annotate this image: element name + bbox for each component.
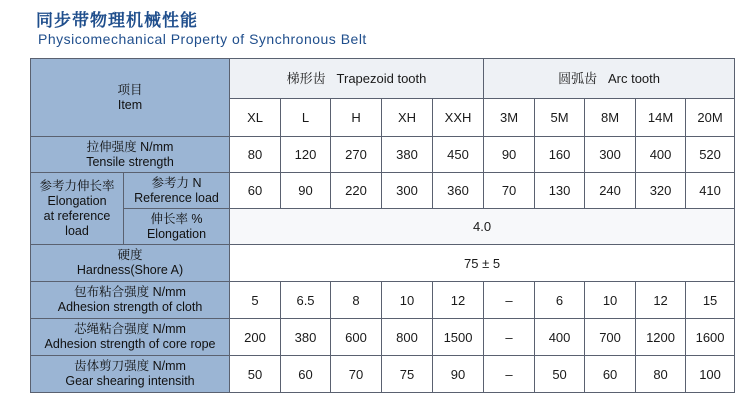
column-header: L [281, 99, 331, 137]
row-label-shearing: 齿体剪刀强度 N/mm Gear shearing intensith [31, 356, 230, 393]
table-row-reference-load [31, 173, 735, 209]
table-cell: 410 [686, 173, 735, 209]
table-cell-merged: 75 ± 5 [230, 245, 735, 282]
table-cell: 1200 [636, 319, 686, 356]
table-cell: 50 [230, 356, 281, 393]
table-cell: 80 [230, 137, 281, 173]
row-label-tensile: 拉伸强度 N/mm Tensile strength [31, 137, 230, 173]
table-cell: 10 [382, 282, 433, 319]
table-cell: 6.5 [281, 282, 331, 319]
table-cell: 75 [382, 356, 433, 393]
table-cell: 120 [281, 137, 331, 173]
table-cell: 220 [331, 173, 382, 209]
table-cell: – [484, 319, 535, 356]
column-header: 3M [484, 99, 535, 137]
table-cell: 50 [535, 356, 585, 393]
item-header: 项目 Item [31, 59, 230, 137]
table-cell: 60 [230, 173, 281, 209]
table-cell-merged: 4.0 [230, 209, 735, 245]
table-cell: 200 [230, 319, 281, 356]
table-row-adhesion-cloth [31, 282, 735, 319]
table-cell: 240 [585, 173, 636, 209]
table-cell: 130 [535, 173, 585, 209]
table-cell: 380 [382, 137, 433, 173]
page-title-en: Physicomechanical Property of Synchronous Belt [38, 31, 367, 47]
row-label-reference-load: 参考力 N Reference load [124, 173, 230, 209]
table-cell: 450 [433, 137, 484, 173]
group-header-arc: 圆弧齿 Arc tooth [484, 59, 735, 99]
column-header: XH [382, 99, 433, 137]
table-cell: 300 [585, 137, 636, 173]
table-cell: 360 [433, 173, 484, 209]
table-cell: 70 [331, 356, 382, 393]
row-label-adhesion-cloth: 包布粘合强度 N/mm Adhesion strength of cloth [31, 282, 230, 319]
table-cell: 300 [382, 173, 433, 209]
row-label-elongation-rate: 伸长率 % Elongation [124, 209, 230, 245]
page-title-cn: 同步带物理机械性能 [36, 11, 198, 31]
column-header: XXH [433, 99, 484, 137]
row-label-elongation: 参考力伸长率 Elongation at reference load [31, 173, 124, 245]
table-cell: 15 [686, 282, 735, 319]
row-label-hardness: 硬度 Hardness(Shore A) [31, 245, 230, 282]
column-header: 8M [585, 99, 636, 137]
table-row-tensile [31, 137, 735, 173]
table-cell: 5 [230, 282, 281, 319]
table-cell: – [484, 356, 535, 393]
column-header: 20M [686, 99, 735, 137]
property-table [30, 58, 735, 393]
table-row-shearing [31, 356, 735, 393]
header-row-groups [31, 59, 735, 99]
table-cell: 12 [433, 282, 484, 319]
table-cell: 60 [281, 356, 331, 393]
table-cell: 600 [331, 319, 382, 356]
column-header: 14M [636, 99, 686, 137]
table-cell: 320 [636, 173, 686, 209]
table-row-adhesion-core [31, 319, 735, 356]
table-cell: 160 [535, 137, 585, 173]
table-cell: 90 [484, 137, 535, 173]
column-header: XL [230, 99, 281, 137]
column-header: 5M [535, 99, 585, 137]
table-cell: – [484, 282, 535, 319]
table-cell: 6 [535, 282, 585, 319]
table-cell: 520 [686, 137, 735, 173]
table-cell: 70 [484, 173, 535, 209]
table-cell: 400 [535, 319, 585, 356]
row-label-adhesion-core: 芯绳粘合强度 N/mm Adhesion strength of core rope [31, 319, 230, 356]
table-cell: 380 [281, 319, 331, 356]
table-cell: 60 [585, 356, 636, 393]
table-cell: 800 [382, 319, 433, 356]
table-cell: 1500 [433, 319, 484, 356]
table-cell: 90 [281, 173, 331, 209]
table-cell: 12 [636, 282, 686, 319]
table-cell: 270 [331, 137, 382, 173]
table-cell: 700 [585, 319, 636, 356]
table-cell: 1600 [686, 319, 735, 356]
table-cell: 100 [686, 356, 735, 393]
table-cell: 10 [585, 282, 636, 319]
table-row-elongation-rate [31, 209, 735, 245]
table-cell: 80 [636, 356, 686, 393]
group-header-trapezoid: 梯形齿 Trapezoid tooth [230, 59, 484, 99]
table-cell: 90 [433, 356, 484, 393]
table-cell: 8 [331, 282, 382, 319]
table-row-hardness [31, 245, 735, 282]
table-cell: 400 [636, 137, 686, 173]
column-header: H [331, 99, 382, 137]
